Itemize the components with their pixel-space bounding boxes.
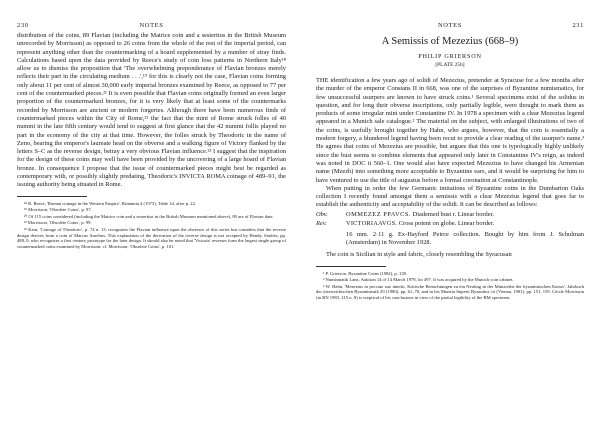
specimen-details: 16 mm. 2·11 g. Ex-Hayford Peirce collection. Bought by him from J. Schulman (Amsterdam) in November 1928. xyxy=(346,230,584,246)
right-page xyxy=(300,0,600,425)
reverse-row xyxy=(316,220,584,228)
reverse-legend: VICTORIAAVGS. xyxy=(346,220,398,228)
right-paragraph: THE identification a few years ago of solidi of Mezezius, pretender at Syracuse for a few months after the murder of the emperor Constans II in 668, was one of the surprises of Byzantine numismatics, for few unsuccessful usurpers are known to have struck coins.¹ Several specimens exist of the solidus in question, and for long their obverse inscriptions, only partially legible, were thought to mark them as products of some irregular mint under Constantine IV. In 1978 a specimen with a clear Mezezius legend appeared in a Munich sale catalogue.² The material on the subject, with enlarged illustrations of two of the coins, is usefully brought together by Hahn, who argues, however, that the coin is essentially a modern forgery, a blundered legend having been recut to provide a clear reading of the usurper's name.³ He agrees that coins of Mezezius are possible, but argues that this one is typologically highly unlikely since the bust seems to combine elements that appeared only later in Constantine IV's reign, as indeed was noted in DOC ii 560–1. One would also have expected Mezezius to have changed his Armenian name (Mzezh) into something more acceptable to Byzantine ears, and it would be surprising for him to have ventured to use the title of augustus before a formal coronation at Constantinople. xyxy=(316,77,584,184)
plate-reference: [PLATE 25b] xyxy=(435,62,465,68)
footnote: ³ W. Hahn, 'Mezezius in peccato suo interiit. Kritische Betrachtungen zu ein Neuling in der Münzreihe der byzantinischen Kaiser', Jahrbuch der österreichischen Byzantinistik 29 (1980), pp. 61–70, and in his Moneta Imperii Byzantini, iii (Vienna, 1981), pp. 151, 159. Cécile Morrisson (in RN 1983, 215 n. 8) is sceptical of his conclusions in view of the partial legibility of the BM specimen. xyxy=(316,283,584,301)
obverse-description: Diademed bust r. Linear border. xyxy=(412,210,494,218)
obverse-text xyxy=(346,211,494,219)
footnote: ¹⁸ R. Reece, 'Roman coinage in the Western Empire', Britannia 4 (1973), Table 1d, after p. 22. xyxy=(24,200,197,206)
footnote: ²³ Kent, 'Coinage of Theodoric', p. 74 n. 13, recognizes the Flavian influence upon the obverses of this series but considers that the reverse design derives from a coin of Marcus Aurelius. This explanation of the derivation of the reverse design is not accepted by Hendy, Studies, pp. 488–9, who recognizes a first century prototype for the later design. It should also be noted that 'Victoria' reverses form the largest single group of countermarked coins examined by Morrisson: cf. Morrisson, 'Obsolete Coins', p. 101. xyxy=(17,227,286,249)
right-body-text xyxy=(316,77,584,210)
left-paragraph: distribution of the coins, 89 Flavian (including the Matrice coin and a sestertius in the British Museum unrecorded by Morrisson) as opposed to 26 coins from the whole of the rest of the imperial period, can represent anything other than the countermarking of a hoard supplemented by a number of stray finds. Calculations based upon the data provided by Reece's study of coin loss patterns in Northern Italy¹⁸ allow us to dismiss the proposition that 'The overwhelming preponderance of Flavian bronzes merely reflects their part in the circulating medium . . .',¹⁹ for this is clearly not the case, Flavian coins forming only about 11 per cent of almost 30,000 early imperial bronzes examined by Reece, as opposed to 77 per cent of the countermarked pieces.²¹ It is even possible that Flavian coins originally formed an even larger proportion of the countermarked bronzes, for it is very likely that at least some of the countermarks recorded by Morrisson are ancient or modern forgeries. Although there have been numerous finds of countermarked pieces within the City of Rome,²² the fact that the mint of Rome struck folles of 40 nummi in the late fifth century would tend to suggest at first glance that the 42 nummi follis played no part in the economy of the city at that time. However, the folles struck by Theodoric in the name of Zeno, bearing the emperor's laureate head on the obverse and a walking figure of Victory flanked by the letters S–C as the reverse design, betray a very obvious Flavian influence.²³ I suggest that the inspiration for the design of these coins may well have been provided by the uncovering of a large hoard of Flavian bronze. In consequence I propose that the issue of countermarked pieces might best be regarded as contemporary with, or possibly slightly predating, Theodoric's INVICTA ROMA coinage of 489–91, the issuing authority being situated in Rome. xyxy=(17,32,286,189)
footnote: ²⁰ Of 115 coins considered (including the Matrice coin and a sestertius in the British Museum mentioned above), 89 are of Flavian date. xyxy=(24,213,274,219)
left-running-head xyxy=(17,22,286,32)
left-footnote-rule xyxy=(17,196,87,197)
left-body-text xyxy=(17,32,286,190)
footnote: ²² Morrisson, 'Obsolete Coins', p. 99. xyxy=(24,220,92,226)
right-paragraph: The coin is Sicilian in style and fabric, closely resembling the Syracusan xyxy=(326,251,512,259)
reverse-description: Cross potent on globe. Linear border. xyxy=(398,220,495,228)
right-footnote-rule xyxy=(316,266,386,267)
obverse-label: Obv. xyxy=(316,210,328,218)
left-page-number: 230 xyxy=(17,22,29,29)
footnote: ¹⁹ Morrisson, 'Obsolete Coins', p. 97. xyxy=(24,207,92,213)
obverse-row xyxy=(316,211,584,219)
reverse-label: Rev. xyxy=(316,220,327,228)
article-author: PHILIP GRIERSON xyxy=(418,53,482,60)
right-paragraph: When putting in order the few Germanic imitations of Byzantine coins in the Dumbarton Oaks collection I recently found amongst them a semissis with a clear Mezezius legend that goes far to establish the authenticity and acceptability of the solidi. It can be described as follows: xyxy=(316,184,584,209)
article-title: A Semissis of Mezezius (668–9) xyxy=(381,36,519,47)
right-footnotes xyxy=(316,271,584,301)
obverse-legend: OMMEZEZ PPAVCS. xyxy=(346,210,412,218)
reverse-text xyxy=(346,220,494,228)
right-body-text-continued xyxy=(316,251,584,259)
left-footnotes xyxy=(17,201,286,250)
left-running-title: NOTES xyxy=(139,22,164,29)
right-running-head xyxy=(316,22,584,32)
coin-description xyxy=(316,211,584,248)
footnote: ² Numismatik Lanz, Auktion 14 of 14 March 1978, lot 497. It was acquired by the Munich coin cabinet. xyxy=(323,277,514,283)
right-running-title: NOTES xyxy=(438,22,462,29)
footnote: ¹ P. Grierson, Byzantine Coins (1982), p. 139. xyxy=(323,270,408,276)
right-page-number: 231 xyxy=(572,22,584,29)
